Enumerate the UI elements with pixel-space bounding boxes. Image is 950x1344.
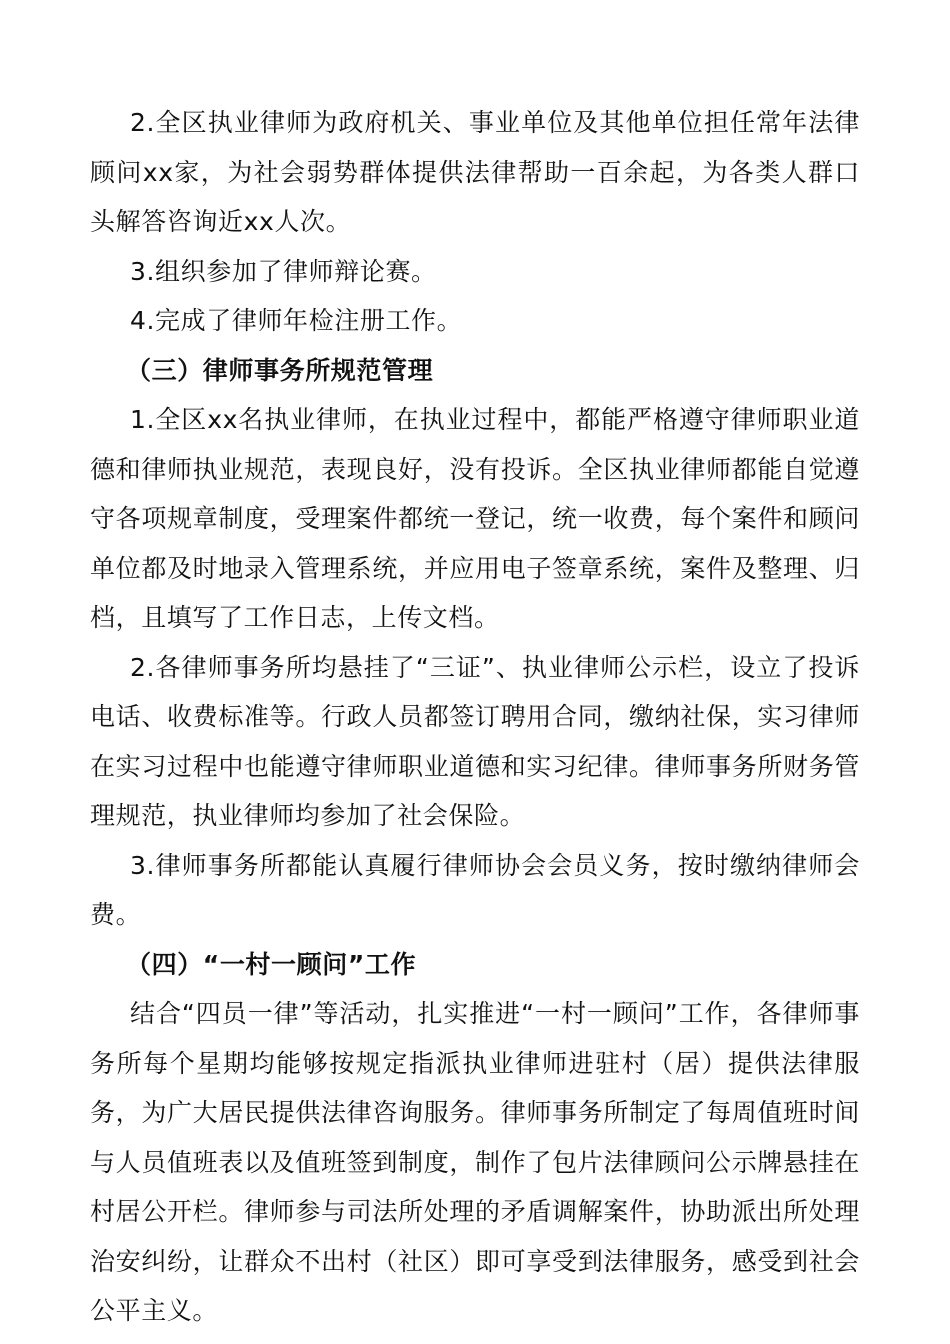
section-heading-4: （四）“一村一顾问”工作: [126, 949, 417, 979]
paragraph-section3-item-3: 3.律师事务所都能认真履行律师协会会员义务，按时缴纳律师会费。: [90, 850, 860, 929]
paragraph-item-2-legal-counsel: 2.全区执业律师为政府机关、事业单位及其他单位担任常年法律顾问xx家，为社会弱势群体提供法律帮助一百余起，为各类人群口头解答咨询近xx人次。: [90, 108, 860, 236]
paragraph-section3-item-1: 1.全区xx名执业律师，在执业过程中，都能严格遵守律师职业道德和律师执业规范，表现良好，没有投诉。全区执业律师都能自觉遵守各项规章制度，受理案件都统一登记，统一收费，每个案件和顾问单位都及时地录入管理系统，并应用电子签章系统，案件及整理、归档，且填写了工作日志，上传文档。: [90, 405, 860, 632]
section-heading-3: （三）律师事务所规范管理: [126, 355, 434, 385]
paragraph-item-4-registration: 4.完成了律师年检注册工作。: [130, 306, 463, 335]
document-body: [90, 98, 860, 1336]
paragraph-section3-item-2: 2.各律师事务所均悬挂了“三证”、执业律师公示栏，设立了投诉电话、收费标准等。行政人员都签订聘用合同，缴纳社保，实习律师在实习过程中也能遵守律师职业道德和实习纪律。律师事务所财务管理规范，执业律师均参加了社会保险。: [90, 652, 860, 830]
paragraph-item-3-debate: 3.组织参加了律师辩论赛。: [130, 256, 437, 286]
paragraph-section4-body: 结合“四员一律”等活动，扎实推进“一村一顾问”工作，各律师事务所每个星期均能够按规定指派执业律师进驻村（居）提供法律服务，为广大居民提供法律咨询服务。律师事务所制定了每周值班时间与人员值班表以及值班签到制度，制作了包片法律顾问公示牌悬挂在村居公开栏。律师参与司法所处理的矛盾调解案件，协助派出所处理治安纠纷，让群众不出村（社区）即可享受到法律服务，感受到社会公平主义。: [90, 999, 860, 1325]
